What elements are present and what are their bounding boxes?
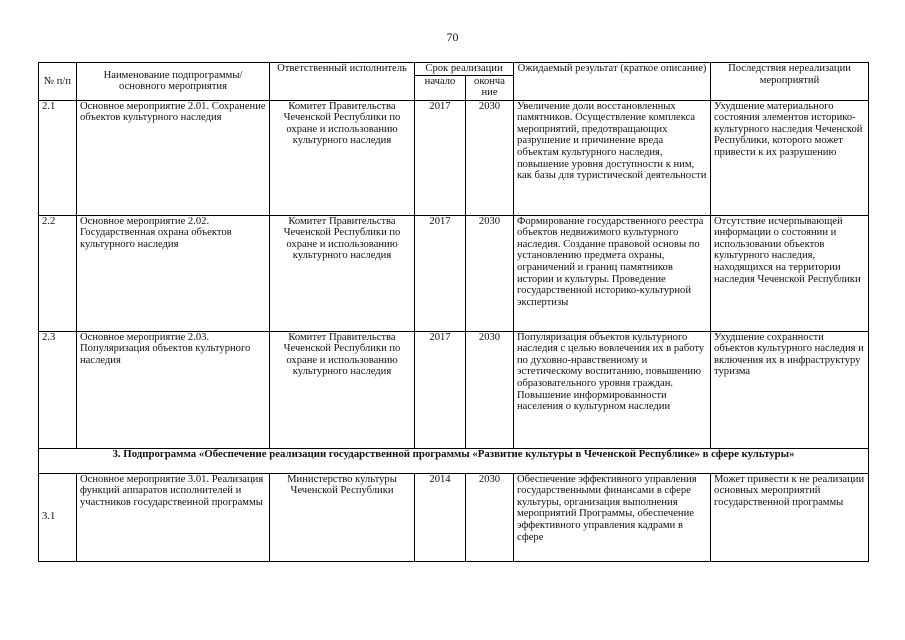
row-consequences: Может привести к не реализации основных мероприятий государственной программы — [711, 473, 869, 561]
header-num: № п/п — [39, 63, 77, 101]
row-result: Формирование государственного реестра объектов недвижимого культурного наследия. Создание правовой основы по установлению предмета охраны, ограничений и границ памятников истории и культуры. Проведение государственной историко-культурной экспертизы — [514, 215, 711, 331]
header-consequences: Последствия нереализации мероприятий — [711, 63, 869, 101]
row-responsible: Комитет Правительства Чеченской Республики по охране и использованию культурного наследия — [270, 331, 415, 448]
page-number: 70 — [446, 30, 459, 44]
row-result: Популяризация объектов культурного наследия с целью вовлечения их в работу по духовно-нравственному и эстетическому воспитанию, повышению образовательного уровня граждан. Повышение информированности населения о культурном наследии — [514, 331, 711, 448]
row-start: 2017 — [415, 215, 466, 331]
row-name: Основное мероприятие 2.01. Сохранение объектов культурного наследия — [77, 100, 270, 215]
header-end: оконча ние — [466, 75, 514, 100]
row-consequences: Ухудшение сохранности объектов культурного наследия и включения их в инфраструктуру туризма — [711, 331, 869, 448]
section-title: 3. Подпрограмма «Обеспечение реализации государственной программы «Развитие культуры в Чеченской Республике» в сфере культуры» — [39, 448, 869, 473]
row-number: 2.3 — [39, 331, 77, 448]
header-result: Ожидаемый результат (краткое описание) — [514, 63, 711, 101]
table-row — [39, 473, 869, 561]
header-period: Срок реализации — [415, 63, 514, 76]
row-responsible: Комитет Правительства Чеченской Республики по охране и использованию культурного наследия — [270, 215, 415, 331]
row-end: 2030 — [466, 331, 514, 448]
header-start: начало — [415, 75, 466, 100]
row-number: 3.1 — [39, 473, 77, 561]
row-number: 2.1 — [39, 100, 77, 215]
row-name: Основное мероприятие 2.03. Популяризация объектов культурного наследия — [77, 331, 270, 448]
row-consequences: Ухудшение материального состояния элементов историко-культурного наследия Чеченской Республики, которого может привести к их разрушению — [711, 100, 869, 215]
header-row-1 — [39, 63, 869, 76]
row-consequences: Отсутствие исчерпывающей информации о состоянии и использовании объектов культурного наследия, находящихся на территории наследия Чеченской Республики — [711, 215, 869, 331]
row-end: 2030 — [466, 100, 514, 215]
table-row — [39, 215, 869, 331]
row-responsible: Министерство культуры Чеченской Республики — [270, 473, 415, 561]
program-table — [38, 62, 869, 562]
row-start: 2014 — [415, 473, 466, 561]
row-end: 2030 — [466, 215, 514, 331]
row-responsible: Комитет Правительства Чеченской Республики по охране и использованию культурного наследия — [270, 100, 415, 215]
header-responsible: Ответственный исполнитель — [270, 63, 415, 101]
row-end: 2030 — [466, 473, 514, 561]
table-row — [39, 100, 869, 215]
table-row — [39, 331, 869, 448]
row-result: Обеспечение эффективного управления государственными финансами в сфере культуры, организация выполнения мероприятий Программы, обеспечение эффективного управления кадрами в сфере — [514, 473, 711, 561]
row-start: 2017 — [415, 100, 466, 215]
row-result: Увеличение доли восстановленных памятников. Осуществление комплекса мероприятий, предотвращающих разрушение и причинение вреда объектам культурного наследия, повышение уровня доступности к ним, как базы для туристической деятельности — [514, 100, 711, 215]
row-start: 2017 — [415, 331, 466, 448]
row-number: 2.2 — [39, 215, 77, 331]
header-name: Наименование подпрограммы/ основного мероприятия — [77, 63, 270, 101]
row-name: Основное мероприятие 3.01. Реализация функций аппаратов исполнителей и участников государственной программы — [77, 473, 270, 561]
row-name: Основное мероприятие 2.02. Государственная охрана объектов культурного наследия — [77, 215, 270, 331]
section-row — [39, 448, 869, 473]
